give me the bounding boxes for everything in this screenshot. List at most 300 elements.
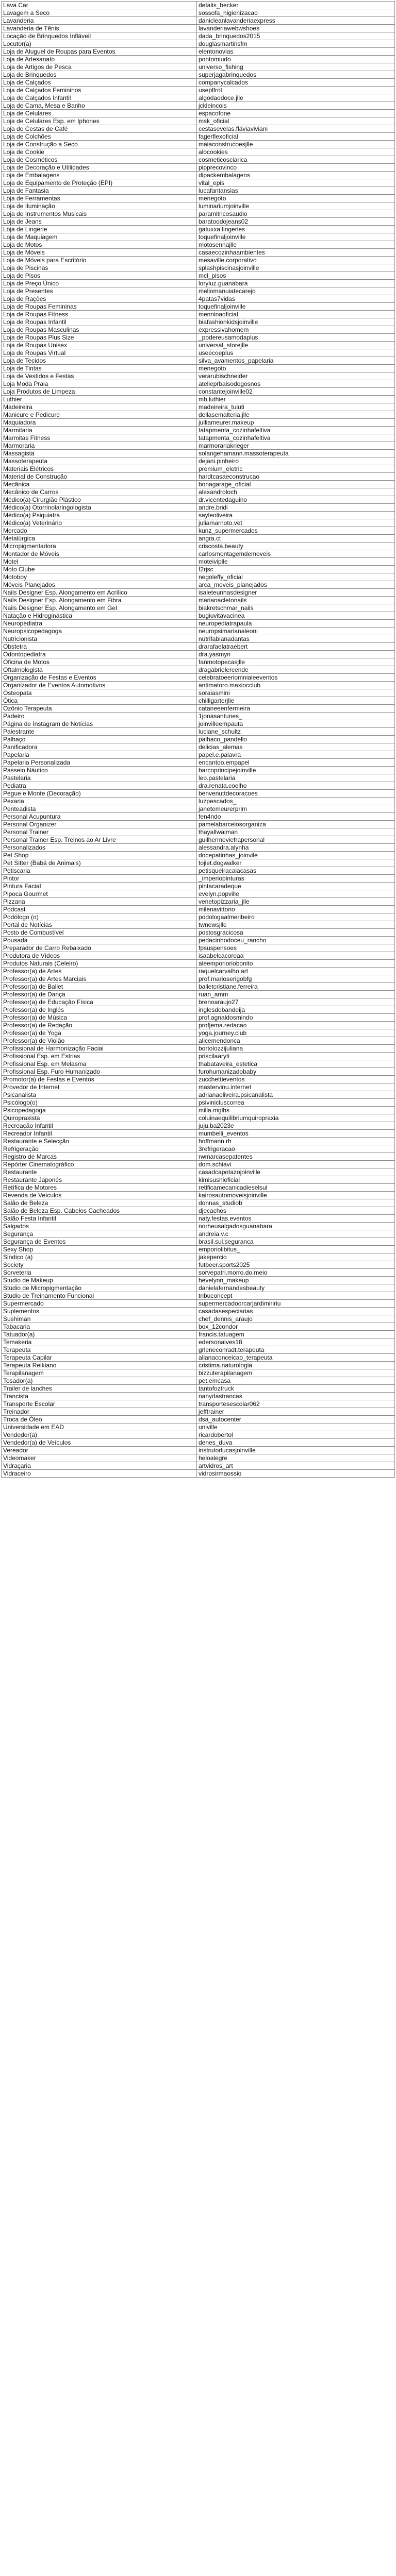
handle-cell[interactable]: atelieprbaisodogosnos xyxy=(197,380,395,388)
category-cell[interactable]: Neuropediatra xyxy=(2,620,197,628)
category-cell[interactable]: Passeio Náutico xyxy=(2,767,197,774)
handle-cell[interactable]: heloalegre xyxy=(197,1454,395,1462)
handle-cell[interactable]: kairosautomoveisjoinville xyxy=(197,1192,395,1199)
handle-cell[interactable]: francis.tatuagem xyxy=(197,1331,395,1338)
handle-cell[interactable]: hevelynn_makeup xyxy=(197,1277,395,1284)
category-cell[interactable]: Loja de Decoração e Utilidades xyxy=(2,164,197,172)
handle-cell[interactable]: dom.schiavi xyxy=(197,1161,395,1168)
handle-cell[interactable]: biakretschmar_nails xyxy=(197,604,395,612)
category-cell[interactable]: Loja de Motos xyxy=(2,241,197,249)
handle-cell[interactable]: maiaconstrucoesjlle xyxy=(197,141,395,148)
category-cell[interactable]: Madeireira xyxy=(2,403,197,411)
category-cell[interactable]: Loja de Aluguel de Roupas para Eventos xyxy=(2,48,197,56)
handle-cell[interactable]: priscilaaryti xyxy=(197,1053,395,1060)
handle-cell[interactable]: constantejoinville02 xyxy=(197,388,395,396)
handle-cell[interactable]: zucchettieventos xyxy=(197,1076,395,1083)
category-cell[interactable]: Society xyxy=(2,1261,197,1269)
category-cell[interactable]: Salão Festa Infantil xyxy=(2,1215,197,1223)
category-cell[interactable]: Quiropraxista xyxy=(2,1114,197,1122)
category-cell[interactable]: Loja de Móveis xyxy=(2,249,197,257)
category-cell[interactable]: Universidade em EAD xyxy=(2,1423,197,1431)
handle-cell[interactable]: useecoeplus xyxy=(197,349,395,357)
category-cell[interactable]: Salão de Beleza Esp. Cabelos Cacheados xyxy=(2,1207,197,1215)
category-cell[interactable]: Transporte Escolar xyxy=(2,1400,197,1408)
handle-cell[interactable]: tatapmenta_cozinhafeltiva xyxy=(197,434,395,442)
category-cell[interactable]: Mecânico de Carros xyxy=(2,488,197,496)
category-cell[interactable]: Profissional Esp. em Estrias xyxy=(2,1053,197,1060)
handle-cell[interactable]: lucafantansias xyxy=(197,187,395,195)
handle-cell[interactable]: mastervinu.internet xyxy=(197,1083,395,1091)
category-cell[interactable]: Lava Car xyxy=(2,2,197,9)
handle-cell[interactable]: barcoprincipejoinville xyxy=(197,767,395,774)
handle-cell[interactable]: thabataveira_estetica xyxy=(197,1060,395,1068)
category-cell[interactable]: Neuropsicopedagoga xyxy=(2,628,197,635)
handle-cell[interactable]: cristima.naturologia xyxy=(197,1362,395,1369)
handle-cell[interactable]: splashpiscinasjoinville xyxy=(197,264,395,272)
category-cell[interactable]: Loja de Cookie xyxy=(2,148,197,156)
category-cell[interactable]: Lavanderia de Tênis xyxy=(2,25,197,32)
handle-cell[interactable]: raquelcarvalho.art xyxy=(197,968,395,975)
handle-cell[interactable]: angra.ct xyxy=(197,535,395,543)
category-cell[interactable]: Recreação Infantil xyxy=(2,1122,197,1130)
category-cell[interactable]: Organização de Festas e Eventos xyxy=(2,674,197,682)
category-cell[interactable]: Provedor de Internet xyxy=(2,1083,197,1091)
category-cell[interactable]: Médico(a) Psiquiatra xyxy=(2,512,197,519)
category-cell[interactable]: Maquiadora xyxy=(2,419,197,427)
category-cell[interactable]: Loja Produtos de Limpeza xyxy=(2,388,197,396)
handle-cell[interactable]: 3refrigeracao xyxy=(197,1145,395,1153)
category-cell[interactable]: Troca de Óleo xyxy=(2,1416,197,1423)
category-cell[interactable]: Página de Instagram de Notícias xyxy=(2,720,197,728)
handle-cell[interactable]: vidrosirmaossio xyxy=(197,1470,395,1478)
handle-cell[interactable]: menegoto xyxy=(197,195,395,202)
category-cell[interactable]: Loja de Calçados Femininos xyxy=(2,87,197,94)
category-cell[interactable]: Oftalmologista xyxy=(2,666,197,674)
handle-cell[interactable]: menninaoficial xyxy=(197,311,395,318)
handle-cell[interactable]: djecachos xyxy=(197,1207,395,1215)
category-cell[interactable]: Nails Designer Esp. Alongamento em Fibra xyxy=(2,597,197,604)
category-cell[interactable]: Loja Moda Praia xyxy=(2,380,197,388)
category-cell[interactable]: Pediatra xyxy=(2,782,197,790)
handle-cell[interactable]: loryluz.guanabara xyxy=(197,280,395,287)
category-cell[interactable]: Loja de Vestidos e Festas xyxy=(2,372,197,380)
category-cell[interactable]: Loja de Cama, Mesa e Banho xyxy=(2,102,197,110)
handle-cell[interactable]: dra.renata.coelho xyxy=(197,782,395,790)
handle-cell[interactable]: fanmotopecasjlle xyxy=(197,658,395,666)
handle-cell[interactable]: luzpescados_ xyxy=(197,798,395,805)
category-cell[interactable]: Luthier xyxy=(2,396,197,403)
handle-cell[interactable]: marianacletonails xyxy=(197,597,395,604)
category-cell[interactable]: Restaurante Japonês xyxy=(2,1176,197,1184)
handle-cell[interactable]: fpsuspensoes xyxy=(197,944,395,952)
category-cell[interactable]: Segurança de Eventos xyxy=(2,1238,197,1246)
category-cell[interactable]: Retífica de Motores xyxy=(2,1184,197,1192)
handle-cell[interactable]: twnewsjlle xyxy=(197,921,395,929)
category-cell[interactable]: Loja de Móveis para Escritório xyxy=(2,257,197,264)
category-cell[interactable]: Odontopediatra xyxy=(2,651,197,658)
handle-cell[interactable]: julliameurer.makeup xyxy=(197,419,395,427)
handle-cell[interactable]: isaleteunhasdesigner xyxy=(197,589,395,597)
handle-cell[interactable]: allanaconceicao_terapeuta xyxy=(197,1354,395,1362)
handle-cell[interactable]: coluinaequilibriumquiropraxia xyxy=(197,1114,395,1122)
category-cell[interactable]: Obstetra xyxy=(2,643,197,651)
handle-cell[interactable]: casaecozinhaambientes xyxy=(197,249,395,257)
handle-cell[interactable]: denes_duva xyxy=(197,1439,395,1447)
handle-cell[interactable]: thayallwaiman xyxy=(197,828,395,836)
handle-cell[interactable]: detalis_becker xyxy=(197,2,395,9)
category-cell[interactable]: Terapeuta Reikiano xyxy=(2,1362,197,1369)
category-cell[interactable]: Professor(a) de Educação Física xyxy=(2,998,197,1006)
handle-cell[interactable]: sorvepatri.morro.do.meio xyxy=(197,1269,395,1277)
category-cell[interactable]: Loja de Construção a Seco xyxy=(2,141,197,148)
handle-cell[interactable]: expressivahomem xyxy=(197,326,395,334)
handle-cell[interactable]: chilligarterjlle xyxy=(197,697,395,705)
category-cell[interactable]: Médico(a) Cirurgião Plástico xyxy=(2,496,197,504)
handle-cell[interactable]: toquefinaljoinville xyxy=(197,303,395,311)
category-cell[interactable]: Profissional de Harmonização Facial xyxy=(2,1045,197,1053)
category-cell[interactable]: Panificadora xyxy=(2,743,197,751)
category-cell[interactable]: Segurança xyxy=(2,1230,197,1238)
handle-cell[interactable]: ruan_amm xyxy=(197,991,395,998)
category-cell[interactable]: Loja de Artigos de Pesca xyxy=(2,63,197,71)
category-cell[interactable]: Preparador de Carro Rebaixado xyxy=(2,944,197,952)
category-cell[interactable]: Salão de Beleza xyxy=(2,1199,197,1207)
handle-cell[interactable]: pontomiudo xyxy=(197,56,395,63)
category-cell[interactable]: Pet Sitter (Babá de Animais) xyxy=(2,859,197,867)
category-cell[interactable]: Loja de Roupas Masculinas xyxy=(2,326,197,334)
handle-cell[interactable]: biafashionkidsjoinville xyxy=(197,318,395,326)
handle-cell[interactable]: rwmarcasepatentes xyxy=(197,1153,395,1161)
handle-cell[interactable]: brasil.sul.seguranca xyxy=(197,1238,395,1246)
handle-cell[interactable]: leo.pastelaria xyxy=(197,774,395,782)
category-cell[interactable]: Studio de Micropigmentação xyxy=(2,1284,197,1292)
handle-cell[interactable]: alexandroloch xyxy=(197,488,395,496)
category-cell[interactable]: Professor(a) de Violão xyxy=(2,1037,197,1045)
category-cell[interactable]: Moto Clube xyxy=(2,566,197,573)
category-cell[interactable]: Loja de Roupas Infantil xyxy=(2,318,197,326)
category-cell[interactable]: Personal Acupuntura xyxy=(2,813,197,821)
category-cell[interactable]: Terapilanagem xyxy=(2,1369,197,1377)
handle-cell[interactable]: cataneeenfermeira xyxy=(197,705,395,713)
category-cell[interactable]: Loja de Celulares xyxy=(2,110,197,117)
category-cell[interactable]: Repórter Cinematográfico xyxy=(2,1161,197,1168)
category-cell[interactable]: Recreador Infantil xyxy=(2,1130,197,1138)
handle-cell[interactable]: sayleoliveira xyxy=(197,512,395,519)
handle-cell[interactable]: futbeer.sports2025 xyxy=(197,1261,395,1269)
handle-cell[interactable]: pipprecovinco xyxy=(197,164,395,172)
handle-cell[interactable]: soraiasmini xyxy=(197,689,395,697)
handle-cell[interactable]: podologaalmeribeiro xyxy=(197,913,395,921)
category-cell[interactable]: Loja de Cestas de Café xyxy=(2,125,197,133)
category-cell[interactable]: Mecânica xyxy=(2,481,197,488)
category-cell[interactable]: Vendedor(a) de Veículos xyxy=(2,1439,197,1447)
handle-cell[interactable]: fen4ndo xyxy=(197,813,395,821)
category-cell[interactable]: Marmoraria xyxy=(2,442,197,450)
handle-cell[interactable]: negoleffy_oficial xyxy=(197,573,395,581)
category-cell[interactable]: Motoboy xyxy=(2,573,197,581)
handle-cell[interactable]: antimatoro.maxiocclub xyxy=(197,682,395,689)
handle-cell[interactable]: nutrifabianadantas xyxy=(197,635,395,643)
category-cell[interactable]: Natação e Hidroginástica xyxy=(2,612,197,620)
category-cell[interactable]: Professor(a) de Inglês xyxy=(2,1006,197,1014)
category-cell[interactable]: Portal de Notícias xyxy=(2,921,197,929)
category-cell[interactable]: Montador de Móveis xyxy=(2,550,197,558)
handle-cell[interactable]: docepatinhas_joinvile xyxy=(197,852,395,859)
handle-cell[interactable]: moteiviplle xyxy=(197,558,395,566)
handle-cell[interactable]: criscosta.beauty xyxy=(197,543,395,550)
handle-cell[interactable]: menegoto xyxy=(197,365,395,372)
category-cell[interactable]: Loja de Jeans xyxy=(2,218,197,226)
category-cell[interactable]: Loja de Artesanato xyxy=(2,56,197,63)
category-cell[interactable]: Vidraceiro xyxy=(2,1470,197,1478)
handle-cell[interactable]: alessandra.alynha xyxy=(197,844,395,852)
category-cell[interactable]: Loja de Iluminação xyxy=(2,202,197,210)
handle-cell[interactable]: brenoaraujo27 xyxy=(197,998,395,1006)
category-cell[interactable]: Loja de Tecidos xyxy=(2,357,197,365)
handle-cell[interactable]: meliomanuiatecarejo xyxy=(197,287,395,295)
handle-cell[interactable]: arca_moveis_planejados xyxy=(197,581,395,589)
handle-cell[interactable]: mesaville.corporativo xyxy=(197,257,395,264)
handle-cell[interactable]: encantoo.empapel xyxy=(197,759,395,767)
category-cell[interactable]: Marmitaria xyxy=(2,427,197,434)
handle-cell[interactable]: inglesdebandeija xyxy=(197,1006,395,1014)
category-cell[interactable]: Trancista xyxy=(2,1393,197,1400)
category-cell[interactable]: Massoterapeuta xyxy=(2,457,197,465)
handle-cell[interactable]: cestasevelas.fláviaviviani xyxy=(197,125,395,133)
handle-cell[interactable]: prof.agnaldosmindo xyxy=(197,1014,395,1022)
category-cell[interactable]: Lavanderia xyxy=(2,17,197,25)
handle-cell[interactable]: tantofoztruck xyxy=(197,1385,395,1393)
category-cell[interactable]: Personal Organizer xyxy=(2,821,197,828)
handle-cell[interactable]: sossofa_higienizacao xyxy=(197,9,395,17)
category-cell[interactable]: Padeiro xyxy=(2,713,197,720)
handle-cell[interactable]: bugiuvitavacinea xyxy=(197,612,395,620)
handle-cell[interactable]: alocookies xyxy=(197,148,395,156)
category-cell[interactable]: Psicanalista xyxy=(2,1091,197,1099)
handle-cell[interactable]: universo_fishing xyxy=(197,63,395,71)
category-cell[interactable]: Médico(a) Veterinário xyxy=(2,519,197,527)
handle-cell[interactable]: janetemeurerprim xyxy=(197,805,395,813)
handle-cell[interactable]: motosennajlle xyxy=(197,241,395,249)
handle-cell[interactable]: aleemporioriobonito xyxy=(197,960,395,968)
handle-cell[interactable]: jakepercio xyxy=(197,1253,395,1261)
handle-cell[interactable]: espacofone xyxy=(197,110,395,117)
handle-cell[interactable]: bonagarage_oficial xyxy=(197,481,395,488)
handle-cell[interactable]: edersonalves18 xyxy=(197,1338,395,1346)
category-cell[interactable]: Loja de Brinquedos xyxy=(2,71,197,79)
handle-cell[interactable]: tribuconcept xyxy=(197,1292,395,1300)
category-cell[interactable]: Osteopata xyxy=(2,689,197,697)
handle-cell[interactable]: dragabrielercende xyxy=(197,666,395,674)
category-cell[interactable]: Loja de Embalagens xyxy=(2,172,197,179)
category-cell[interactable]: Sushiman xyxy=(2,1315,197,1323)
handle-cell[interactable]: yoga.journey.club xyxy=(197,1029,395,1037)
category-cell[interactable]: Terapeuta Capilar xyxy=(2,1354,197,1362)
handle-cell[interactable]: dra.yasmyn xyxy=(197,651,395,658)
handle-cell[interactable]: neuropsimarianaleoni xyxy=(197,628,395,635)
category-cell[interactable]: Metalúrgica xyxy=(2,535,197,543)
handle-cell[interactable]: danielafernandesbeauty xyxy=(197,1284,395,1292)
handle-cell[interactable]: profjema.redacao xyxy=(197,1022,395,1029)
handle-cell[interactable]: 4patas7vidas xyxy=(197,295,395,303)
category-cell[interactable]: Promotor(a) de Festas e Eventos xyxy=(2,1076,197,1083)
category-cell[interactable]: Motel xyxy=(2,558,197,566)
category-cell[interactable]: Loja de Calçados Infantil xyxy=(2,94,197,102)
handle-cell[interactable]: mh.luthier xyxy=(197,396,395,403)
handle-cell[interactable]: chef_dennis_araujo xyxy=(197,1315,395,1323)
handle-cell[interactable]: mumbelli_eventos xyxy=(197,1130,395,1138)
handle-cell[interactable]: premium_eletric xyxy=(197,465,395,473)
category-cell[interactable]: Loja de Equipamento de Proteção (EPI) xyxy=(2,179,197,187)
handle-cell[interactable]: superjagabrinquedos xyxy=(197,71,395,79)
category-cell[interactable]: Refrigeração xyxy=(2,1145,197,1153)
handle-cell[interactable]: postosgracicosa xyxy=(197,929,395,937)
handle-cell[interactable]: kunz_supermercados xyxy=(197,527,395,535)
category-cell[interactable]: Loja de Cosméticos xyxy=(2,156,197,164)
category-cell[interactable]: Mercado xyxy=(2,527,197,535)
handle-cell[interactable]: useplfrol xyxy=(197,87,395,94)
handle-cell[interactable]: andreia.v.c xyxy=(197,1230,395,1238)
category-cell[interactable]: Petiscaria xyxy=(2,867,197,875)
handle-cell[interactable]: psivinicluscorrea xyxy=(197,1099,395,1107)
handle-cell[interactable]: casadcapotazojoinville xyxy=(197,1168,395,1176)
handle-cell[interactable]: 1jonasantunes_ xyxy=(197,713,395,720)
handle-cell[interactable]: baratoodojeans02 xyxy=(197,218,395,226)
handle-cell[interactable]: papel.e.palavra xyxy=(197,751,395,759)
handle-cell[interactable]: elentonovias xyxy=(197,48,395,56)
category-cell[interactable]: Palestrante xyxy=(2,728,197,736)
handle-cell[interactable]: instrutorlucasjoinville xyxy=(197,1447,395,1454)
handle-cell[interactable]: pedacinhodoceu_rancho xyxy=(197,937,395,944)
category-cell[interactable]: Personalizados xyxy=(2,844,197,852)
category-cell[interactable]: Loja de Preço Único xyxy=(2,280,197,287)
category-cell[interactable]: Loja de Roupas Femininas xyxy=(2,303,197,311)
handle-cell[interactable]: palhaco_pandello xyxy=(197,736,395,743)
category-cell[interactable]: Pipoca Gourmet xyxy=(2,890,197,898)
category-cell[interactable]: Pexaria xyxy=(2,798,197,805)
handle-cell[interactable]: paramitricosaudio xyxy=(197,210,395,218)
category-cell[interactable]: Profissional Esp. em Melasma xyxy=(2,1060,197,1068)
handle-cell[interactable]: pet.emcasa xyxy=(197,1377,395,1385)
handle-cell[interactable]: tojiet.dogwalker xyxy=(197,859,395,867)
handle-cell[interactable]: neuropediatrapaula xyxy=(197,620,395,628)
category-cell[interactable]: Professor(a) de Música xyxy=(2,1014,197,1022)
category-cell[interactable]: Móveis Planejados xyxy=(2,581,197,589)
handle-cell[interactable]: adrianaoliveira.psicanalista xyxy=(197,1091,395,1099)
category-cell[interactable]: Posto de Combustível xyxy=(2,929,197,937)
handle-cell[interactable]: emporiolibitus_ xyxy=(197,1246,395,1253)
category-cell[interactable]: Restaurante e Selecção xyxy=(2,1138,197,1145)
handle-cell[interactable]: artvidros_art xyxy=(197,1462,395,1470)
handle-cell[interactable]: carlosmontagemdemoveis xyxy=(197,550,395,558)
handle-cell[interactable]: hardtcasaeconstrucao xyxy=(197,473,395,481)
handle-cell[interactable]: casadasespeciarias xyxy=(197,1308,395,1315)
handle-cell[interactable]: silva_avamentos_papelaria xyxy=(197,357,395,365)
category-cell[interactable]: Podólogo (o) xyxy=(2,913,197,921)
category-cell[interactable]: Loja de Rações xyxy=(2,295,197,303)
category-cell[interactable]: Lavagem a Seco xyxy=(2,9,197,17)
handle-cell[interactable]: joinvilleempauta xyxy=(197,720,395,728)
handle-cell[interactable]: naty.festas.eventos xyxy=(197,1215,395,1223)
handle-cell[interactable]: kimisushioficial xyxy=(197,1176,395,1184)
handle-cell[interactable]: retificamecanicadieselsul xyxy=(197,1184,395,1192)
handle-cell[interactable]: fagerflexoficial xyxy=(197,133,395,141)
category-cell[interactable]: Psicopedagoga xyxy=(2,1107,197,1114)
category-cell[interactable]: Sindico (a) xyxy=(2,1253,197,1261)
handle-cell[interactable]: delicias_alemas xyxy=(197,743,395,751)
category-cell[interactable]: Salgados xyxy=(2,1223,197,1230)
category-cell[interactable]: Loja de Pisos xyxy=(2,272,197,280)
category-cell[interactable]: Massagista xyxy=(2,450,197,457)
category-cell[interactable]: Supermercado xyxy=(2,1300,197,1308)
handle-cell[interactable]: madeireira_tuiuti xyxy=(197,403,395,411)
handle-cell[interactable]: juju.ba2023e xyxy=(197,1122,395,1130)
handle-cell[interactable]: tatapmenta_cozinhafeltiva xyxy=(197,427,395,434)
handle-cell[interactable]: dellasemalteria.jlle xyxy=(197,411,395,419)
handle-cell[interactable]: f2rjsc xyxy=(197,566,395,573)
handle-cell[interactable]: pintacaradeque xyxy=(197,883,395,890)
category-cell[interactable]: Papelaria xyxy=(2,751,197,759)
category-cell[interactable]: Loja de Fantasia xyxy=(2,187,197,195)
category-cell[interactable]: Penteadista xyxy=(2,805,197,813)
handle-cell[interactable]: box_12condor xyxy=(197,1323,395,1331)
handle-cell[interactable]: algodaodoce.jlle xyxy=(197,94,395,102)
category-cell[interactable]: Ótica xyxy=(2,697,197,705)
handle-cell[interactable]: andre.bridi xyxy=(197,504,395,512)
category-cell[interactable]: Vidraçaria xyxy=(2,1462,197,1470)
handle-cell[interactable]: norheusalgadosguanabara xyxy=(197,1223,395,1230)
handle-cell[interactable]: drarafaelatraebert xyxy=(197,643,395,651)
handle-cell[interactable]: celebratoeeriomnialeeventos xyxy=(197,674,395,682)
handle-cell[interactable]: _imperiopinturas xyxy=(197,875,395,883)
category-cell[interactable]: Personal Trainer Esp. Treinos ao Ar Livre xyxy=(2,836,197,844)
category-cell[interactable]: Sorveteria xyxy=(2,1269,197,1277)
handle-cell[interactable]: douglasmartinsfm xyxy=(197,40,395,48)
category-cell[interactable]: Vendedor(a) xyxy=(2,1431,197,1439)
category-cell[interactable]: Terapeuta xyxy=(2,1346,197,1354)
category-cell[interactable]: Pastelaria xyxy=(2,774,197,782)
category-cell[interactable]: Professor(a) de Artes Marciais xyxy=(2,975,197,983)
handle-cell[interactable]: alicemendonca xyxy=(197,1037,395,1045)
handle-cell[interactable]: evelyn.popville xyxy=(197,890,395,898)
category-cell[interactable]: Locutor(a) xyxy=(2,40,197,48)
handle-cell[interactable]: solangehamann.massoterapeuta xyxy=(197,450,395,457)
category-cell[interactable]: Loja de Colchões xyxy=(2,133,197,141)
handle-cell[interactable]: balletcristiane.ferreira xyxy=(197,983,395,991)
handle-cell[interactable]: bizzuterapilanagem xyxy=(197,1369,395,1377)
category-cell[interactable]: Tatuador(a) xyxy=(2,1331,197,1338)
category-cell[interactable]: Professor(a) de Redação xyxy=(2,1022,197,1029)
handle-cell[interactable]: univille xyxy=(197,1423,395,1431)
category-cell[interactable]: Loja de Ferramentas xyxy=(2,195,197,202)
category-cell[interactable]: Vereador xyxy=(2,1447,197,1454)
category-cell[interactable]: Professor(a) de Ballet xyxy=(2,983,197,991)
category-cell[interactable]: Loja de Maquiagem xyxy=(2,233,197,241)
handle-cell[interactable]: hoffmann.rh xyxy=(197,1138,395,1145)
category-cell[interactable]: Nutricionista xyxy=(2,635,197,643)
category-cell[interactable]: Trailer de lanches xyxy=(2,1385,197,1393)
handle-cell[interactable]: verarubischneider xyxy=(197,372,395,380)
handle-cell[interactable]: venetopizzaria_jlle xyxy=(197,898,395,906)
handle-cell[interactable]: toquefinaljoinville xyxy=(197,233,395,241)
category-cell[interactable]: Registro de Marcas xyxy=(2,1153,197,1161)
handle-cell[interactable]: juliamarnoto.vet xyxy=(197,519,395,527)
category-cell[interactable]: Loja de Roupas Unisex xyxy=(2,342,197,349)
category-cell[interactable]: Studio de Makeup xyxy=(2,1277,197,1284)
category-cell[interactable]: Profissional Esp. Furo Humanizado xyxy=(2,1068,197,1076)
category-cell[interactable]: Psicólogo(o) xyxy=(2,1099,197,1107)
handle-cell[interactable]: grleneconradt.terapeuta xyxy=(197,1346,395,1354)
